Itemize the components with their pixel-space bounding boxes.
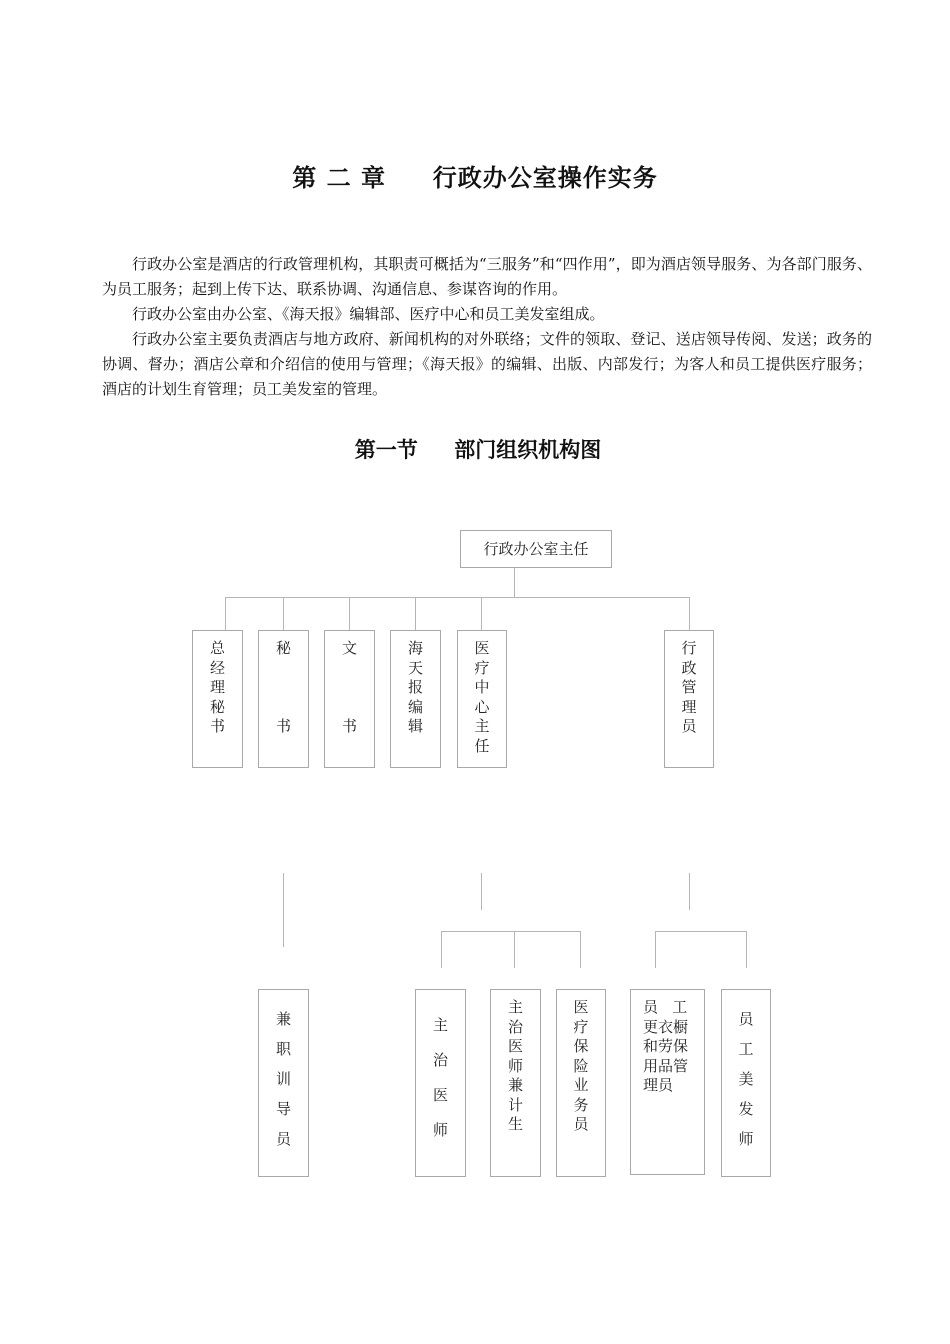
org-node-doctor-family-planning: 主 治 医 师 兼 计 生 — [490, 989, 541, 1177]
org-node-director: 行政办公室主任 — [460, 530, 612, 568]
org-node-hairdresser: 员 工 美 发 师 — [721, 989, 771, 1177]
org-node-medical-insurance: 医 疗 保 险 业 务 员 — [556, 989, 606, 1177]
org-node-gm-secretary: 总 经 理 秘 书 — [192, 630, 243, 768]
org-node-haitian-editor: 海 天 报 编 辑 — [390, 630, 441, 768]
org-node-clerk: 文 书 — [324, 630, 375, 768]
org-node-part-time-trainer: 兼 职 训 导 员 — [258, 989, 309, 1177]
org-node-admin-manager: 行 政 管 理 员 — [664, 630, 714, 768]
section-title: 第一节 部门组织机构图 — [354, 438, 602, 462]
paragraph: 行政办公室由办公室、《海天报》编辑部、医疗中心和员工美发室组成。 — [132, 305, 605, 323]
paragraph: 行政办公室是酒店的行政管理机构，其职责可概括为“三服务”和“四作用”，即为酒店领导服务、为各部门服务、为员工服务；起到上传下达、联系协调、沟通信息、参谋咨询的作用。 — [102, 255, 872, 298]
paragraph: 行政办公室主要负责酒店与地方政府、新闻机构的对外联络；文件的领取、登记、送店领导传阅、发送；政务的协调、督办；酒店公章和介绍信的使用与管理；《海天报》的编辑、出版、内部发行；为客人和员工提供医疗服务；酒店的计划生育管理；员工美发室的管理。 — [102, 330, 872, 398]
org-node-medical-director: 医 疗 中 心 主 任 — [457, 630, 507, 768]
org-node-wardrobe-labor: 员 工 更衣橱 和劳保 用品管 理员 — [630, 989, 705, 1175]
org-node-secretary: 秘 书 — [258, 630, 309, 768]
chapter-title: 第 二 章 行政办公室操作实务 — [292, 164, 658, 192]
org-node-attending-doctor: 主 治 医 师 — [415, 989, 466, 1177]
intro-text — [102, 252, 872, 402]
